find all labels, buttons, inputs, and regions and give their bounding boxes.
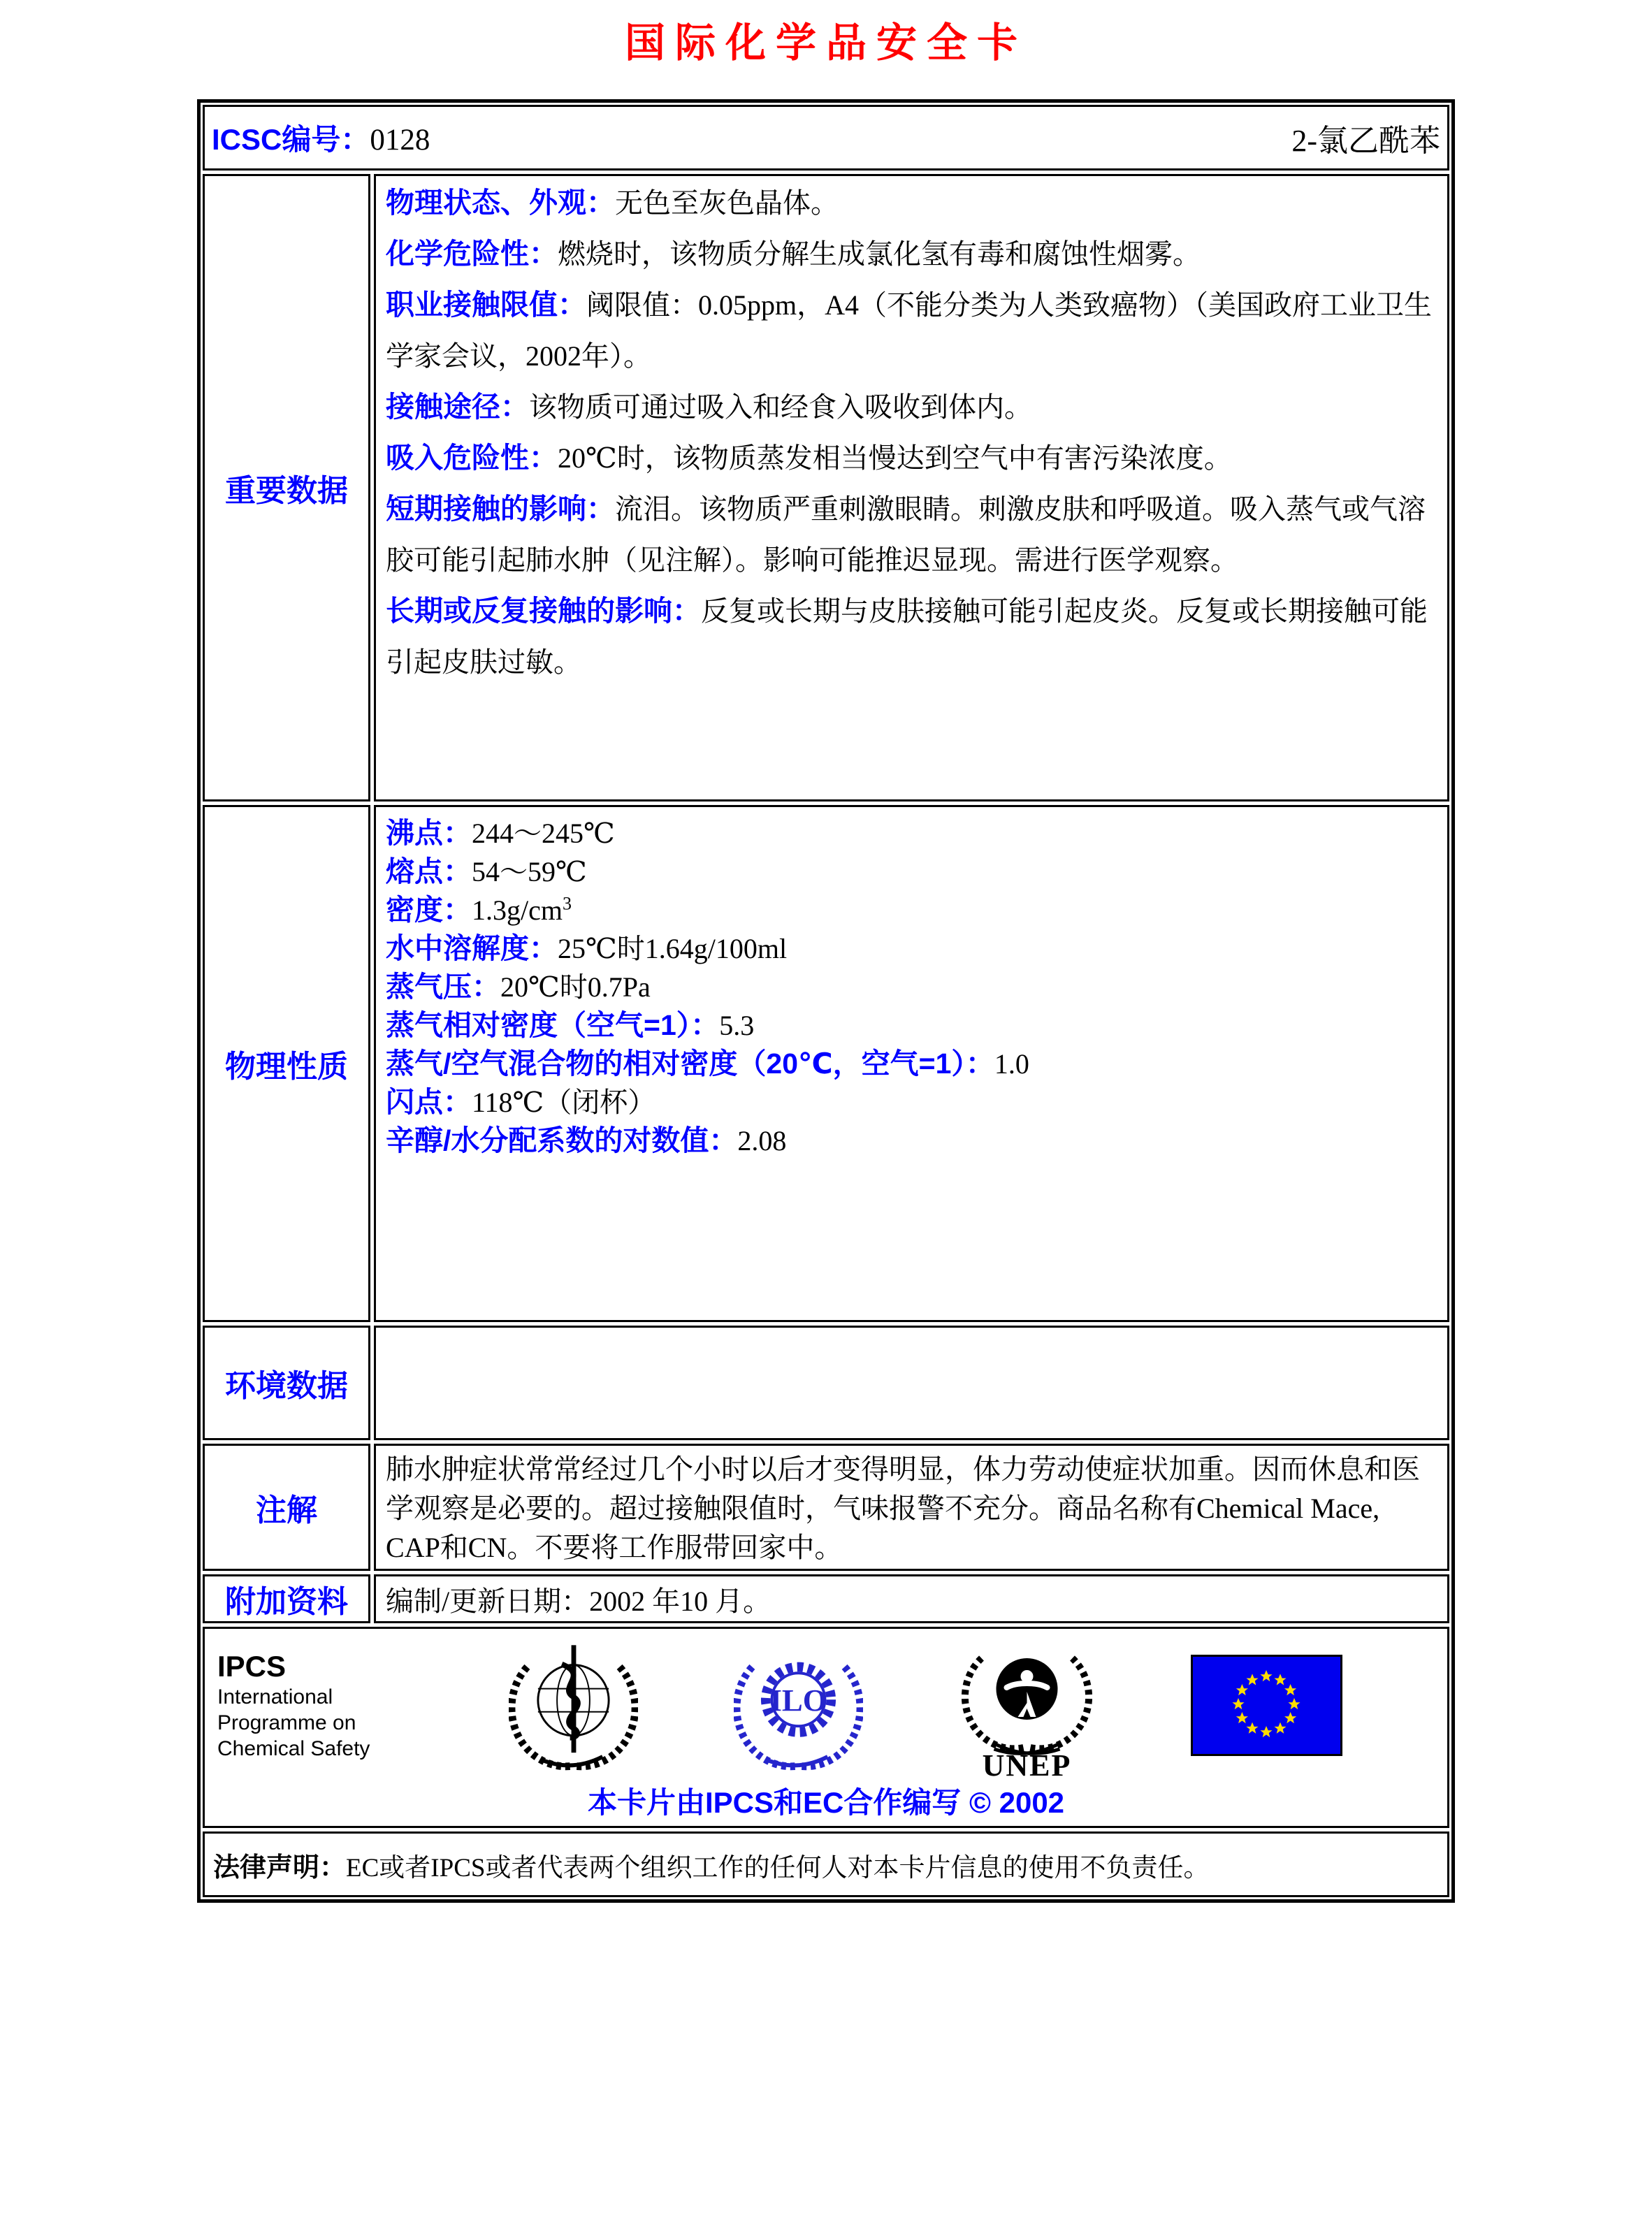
icsc-card-table: [197, 99, 1455, 1903]
data-item: 长期或反复接触的影响：反复或长期与皮肤接触可能引起皮炎。反复或长期接触可能引起皮肤过敏。: [386, 595, 1428, 678]
property-line: 蒸气压：20℃时0.7Pa: [386, 971, 651, 1003]
notes-text: 肺水肿症状常常经过几个小时以后才变得明显，体力劳动使症状加重。因而休息和医学观察是必要的。超过接触限值时，气味报警不充分。商品名称有Chemical Mace, CAP和CN。不要将工作服带回家中。: [386, 1453, 1420, 1563]
environmental-data-row: [203, 1326, 1449, 1440]
property-line: 辛醇/水分配系数的对数值：2.08: [386, 1124, 787, 1156]
credit-line: [212, 1780, 1440, 1822]
data-item: 接触途径：该物质可通过吸入和经食入吸收到体内。: [386, 391, 1032, 423]
credit-text: 本卡片由IPCS和EC合作编写: [587, 1786, 962, 1819]
legal-text: EC或者IPCS或者代表两个组织工作的任何人对本卡片信息的使用不负责任。: [346, 1853, 1210, 1883]
ipcs-subtitle-line: Programme on: [217, 1711, 356, 1734]
ipcs-text-block: [217, 1649, 413, 1762]
section-content-important-data: [374, 174, 1449, 801]
legal-label: 法律声明：: [213, 1852, 347, 1883]
ilo-logo-icon: [734, 1634, 863, 1777]
chemical-name: 2-氯乙酰苯: [1291, 124, 1440, 158]
section-content-notes: [374, 1444, 1449, 1571]
legal-row: [203, 1831, 1449, 1897]
section-label-environmental-data: 环境数据: [203, 1326, 370, 1440]
important-data-row: [203, 174, 1449, 801]
ilo-logo-text: ILO: [769, 1682, 827, 1718]
property-line: 沸点：244～245℃: [386, 817, 615, 849]
eu-flag-icon: [1191, 1655, 1342, 1756]
page-title: 国际化学品安全卡: [624, 20, 1027, 66]
data-item: 短期接触的影响：流泪。该物质严重刺激眼睛。刺激皮肤和呼吸道。吸入蒸气或气溶胶可能引起肺水肿（见注解）。影响可能推迟显现。需进行医学观察。: [386, 493, 1426, 576]
unep-logo-text: UNEP: [982, 1748, 1072, 1780]
data-item: 化学危险性：燃烧时，该物质分解生成氯化氢有毒和腐蚀性烟雾。: [386, 238, 1201, 270]
property-line: 闪点：118℃（闭杯）: [386, 1086, 656, 1118]
additional-info-text: 编制/更新日期：2002 年10 月。: [386, 1585, 771, 1617]
icsc-number-value: 0128: [370, 124, 430, 157]
additional-info-row: [203, 1574, 1449, 1623]
property-line: 蒸气相对密度（空气=1）：5.3: [386, 1009, 755, 1041]
data-item: 职业接触限值：阈限值：0.05ppm，A4（不能分类为人类致癌物）（美国政府工业卫生学家会议，2002年）。: [386, 289, 1432, 372]
section-label-notes: 注解: [203, 1444, 370, 1571]
logos-row: [203, 1627, 1449, 1828]
ipcs-subtitle-line: International: [217, 1685, 333, 1709]
logos-cell: [203, 1627, 1449, 1828]
physical-properties-row: [203, 805, 1449, 1322]
ipcs-subtitle-line: Chemical Safety: [217, 1736, 370, 1760]
section-content-environmental-data: [374, 1326, 1449, 1440]
section-label-physical-properties: 物理性质: [203, 805, 370, 1322]
icsc-number-label: ICSC编号：: [212, 123, 370, 156]
logos-line: [212, 1633, 1440, 1780]
property-line: 熔点：54～59℃: [386, 855, 587, 887]
who-logo-icon: [509, 1634, 638, 1777]
copyright-text: © 2002: [969, 1786, 1065, 1819]
header-cell: [203, 105, 1449, 171]
ipcs-title: IPCS: [217, 1649, 287, 1683]
unep-logo-icon: [959, 1630, 1095, 1780]
property-line: 蒸气/空气混合物的相对密度（20℃，空气=1）：1.0: [386, 1047, 1029, 1080]
legal-notice: [213, 1845, 1209, 1884]
data-item: 吸入危险性：20℃时，该物质蒸发相当慢达到空气中有害污染浓度。: [386, 442, 1232, 474]
data-item: 物理状态、外观：无色至灰色晶体。: [386, 187, 839, 219]
property-line: 密度：$1.3g/cm^3$: [386, 893, 572, 926]
notes-row: [203, 1444, 1449, 1571]
section-content-physical-properties: [374, 805, 1449, 1322]
section-content-additional-info: [374, 1574, 1449, 1623]
section-label-important-data: 重要数据: [203, 174, 370, 801]
section-label-additional-info: 附加资料: [203, 1574, 370, 1623]
legal-cell: [203, 1831, 1449, 1897]
property-line: 水中溶解度：25℃时1.64g/100ml: [386, 932, 788, 964]
header-row: [203, 105, 1449, 171]
icsc-number-group: [212, 117, 430, 159]
